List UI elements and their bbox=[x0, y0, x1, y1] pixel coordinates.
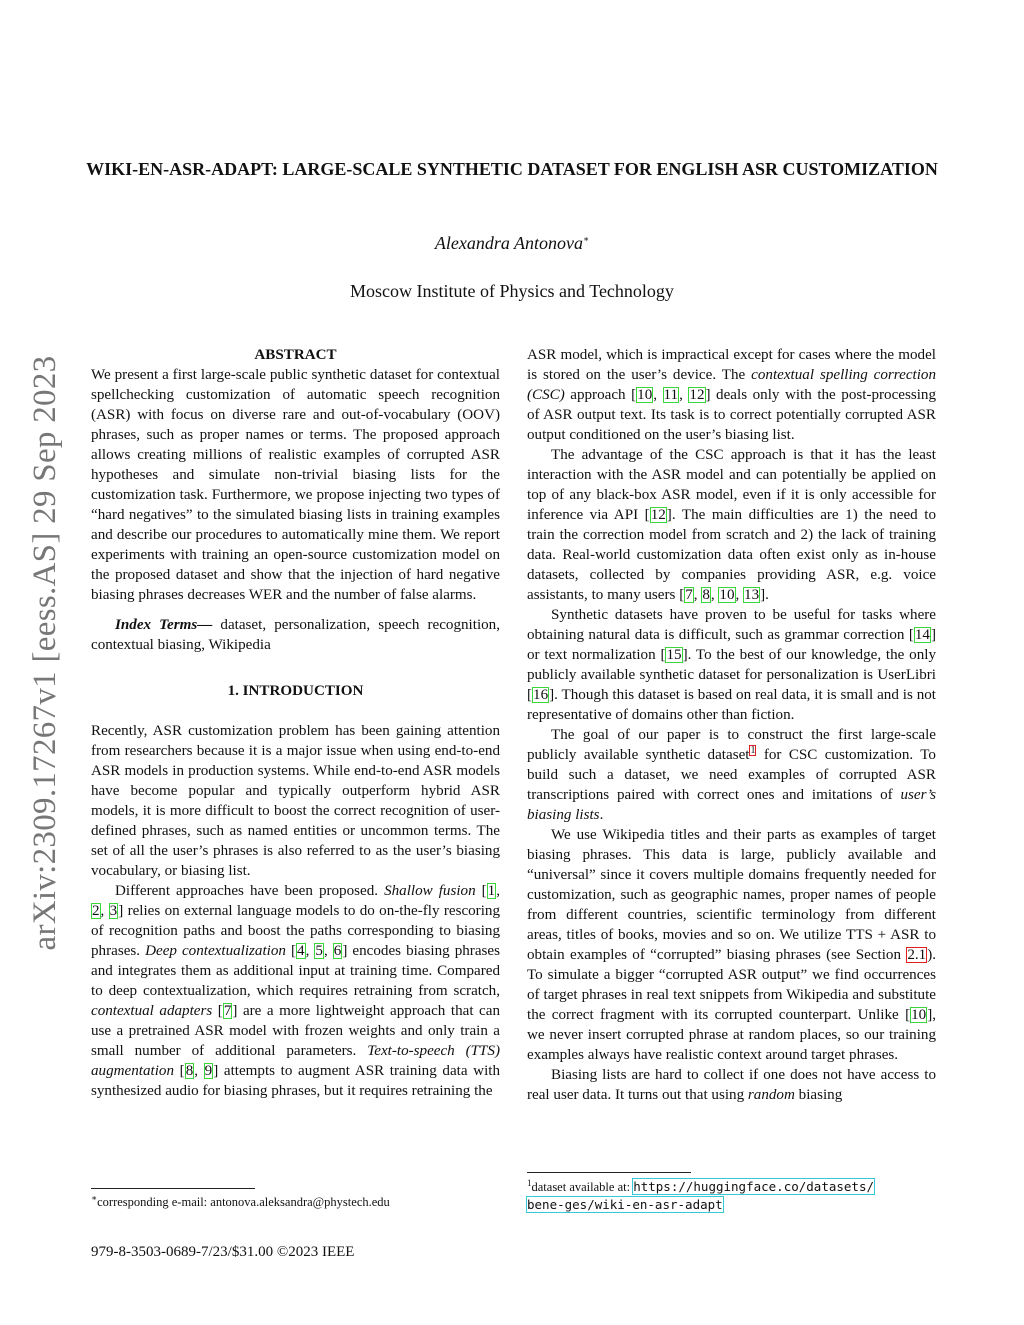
copyright-notice: 979-8-3503-0689-7/23/$31.00 ©2023 IEEE bbox=[91, 1244, 355, 1260]
citation-link[interactable]: 7 bbox=[223, 1003, 232, 1019]
citation-link[interactable]: 15 bbox=[666, 647, 682, 663]
citation-link[interactable]: 10 bbox=[719, 587, 735, 603]
dataset-url-link[interactable]: bene-ges/wiki-en-asr-adapt bbox=[527, 1197, 723, 1212]
footnote-rule bbox=[527, 1172, 691, 1173]
section-link[interactable]: 2.1 bbox=[907, 947, 927, 963]
affiliation: Moscow Institute of Physics and Technology bbox=[350, 281, 674, 301]
intro-paragraph: Recently, ASR customization problem has been gaining attention from researchers because it is a major issue when using end-to-end ASR models in production systems. While end-to-end ASR models have become popular and typically outperform hybrid ASR models, it is more difficult to boost the correct recognition of user-defined phrases, such as named entities or uncommon terms. The set of all the user’s phrases is also referred to as the user’s biasing vocabulary, or biasing list. bbox=[91, 723, 500, 879]
citation-link[interactable]: 4 bbox=[297, 943, 305, 959]
intro-paragraph: The goal of our paper is to construct the first large-scale publicly available synthetic dataset$^1$ for CSC customization. To build such a dataset, we need examples of corrupted ASR transcriptions paired with correct ones and imitations of user’s biasing lists. bbox=[527, 727, 936, 823]
citation-link[interactable]: 9 bbox=[204, 1063, 213, 1079]
citation-link[interactable]: 1 bbox=[487, 883, 496, 899]
dataset-url-link[interactable]: https://huggingface.co/datasets/ bbox=[633, 1179, 875, 1194]
author-footnote-mark: ∗ bbox=[583, 234, 590, 244]
citation-link[interactable]: 2 bbox=[92, 903, 100, 919]
dataset-footnote: $^1$dataset available at: https://huggingface.co/datasets/ bene-ges/wiki-en-asr-adapt bbox=[527, 1177, 875, 1212]
paper-title: WIKI-EN-ASR-ADAPT: LARGE-SCALE SYNTHETIC DATASET FOR ENGLISH ASR CUSTOMIZATION bbox=[86, 159, 938, 179]
author-name: Alexandra Antonova∗ bbox=[434, 233, 590, 253]
arxiv-sidebar-stamp: arXiv:2309.17267v1 [eess.AS] 29 Sep 2023 bbox=[27, 355, 63, 951]
left-column bbox=[91, 345, 500, 1101]
intro-paragraph: Biasing lists are hard to collect if one does not have access to real user data. It turns out that using random biasing bbox=[527, 1067, 936, 1103]
citation-link[interactable]: 8 bbox=[702, 587, 710, 603]
intro-paragraph: Different approaches have been proposed. Shallow fusion [1, 2, 3] relies on external language models to do on-the-fly rescoring of recognition paths and boost the paths corresponding to biasing phrases. Deep contextualization [4, 5, 6] encodes biasing phrases and integrates them as additional input at training time. Compared to deep contextualization, which requires retraining from scratch, contextual adapters [7] are a more lightweight approach that can use a pretrained ASR model with frozen weights and only train a small number of additional parameters. Text-to-speech (TTS) augmentation [8, 9] attempts to augment ASR training data with synthesized audio for biasing phrases, but it requires retraining the bbox=[91, 883, 501, 1099]
citation-link[interactable]: 7 bbox=[685, 587, 693, 603]
abstract-heading: ABSTRACT bbox=[254, 347, 337, 363]
intro-heading: 1. INTRODUCTION bbox=[227, 683, 364, 699]
citation-link[interactable]: 10 bbox=[911, 1007, 927, 1023]
abstract-text: We present a first large-scale public synthetic dataset for contextual spellchecking customization of automatic speech recognition (ASR) with focus on diverse rare and out-of-vocabulary (OOV) phrases, such as proper names or terms. The proposed approach allows creating millions of realistic examples of corrupted ASR hypotheses and simulate non-trivial biasing lists for the customization task. Furthermore, we propose injecting two types of “hard negatives” to the simulated biasing lists in training examples and describe our procedures to automatically mine them. We report experiments with training an open-source customization model on the proposed dataset and show that the injection of hard negative biasing phrases decreases WER and the number of false alarms. bbox=[91, 367, 500, 603]
citation-link[interactable]: 11 bbox=[663, 387, 679, 403]
citation-link[interactable]: 10 bbox=[637, 387, 653, 403]
citation-link[interactable]: 12 bbox=[689, 387, 705, 403]
corresponding-footnote: ∗corresponding e-mail: antonova.aleksandra@phystech.edu bbox=[91, 1192, 390, 1209]
index-terms-text: dataset, personalization, speech recognition, contextual biasing, Wikipedia bbox=[91, 617, 501, 653]
citation-link[interactable]: 8 bbox=[185, 1063, 194, 1079]
intro-paragraph: Synthetic datasets have proven to be useful for tasks where obtaining natural data is difficult, such as grammar correction [14] or text normalization [15]. To the best of our knowledge, the only publicly available synthetic dataset for personalization is UserLibri [16]. Though this dataset is based on real data, it is small and is not representative of domains other than fiction. bbox=[527, 607, 936, 723]
intro-paragraph: We use Wikipedia titles and their parts as examples of target biasing phrases. This data is large, publicly available and “universal” since it covers multiple domains frequently needed for customization, such as geographic names, proper names of people from different countries, scientific terminology from different areas, titles of books, movies and so on. We utilize TTS + ASR to obtain examples of “corrupted” biasing phrases (see Section 2.1). To simulate a bigger “corrupted ASR output” we find occurrences of target phrases in real text snippets from Wikipedia and substitute the correct fragment with its corrupted counterpart. Unlike [10], we never insert corrupted phrase at random places, so our training examples always have realistic context around target phrases. bbox=[527, 827, 936, 1063]
citation-link[interactable]: 6 bbox=[333, 943, 342, 959]
citation-link[interactable]: 5 bbox=[315, 943, 323, 959]
intro-paragraph: The advantage of the CSC approach is that it has the least interaction with the ASR model and can potentially be applied on top of any black-box ASR model, even if it is only accessible for inference via API [12]. The main difficulties are 1) the need to train the correction model from scratch and 2) the lack of training data. Real-world customization data often exist only as in-house datasets, collected by companies providing ASR, e.g. voice assistants, to many users [7, 8, 10, 13]. bbox=[527, 447, 937, 603]
citation-link[interactable]: 14 bbox=[914, 627, 930, 643]
citation-link[interactable]: 16 bbox=[533, 687, 549, 703]
index-terms-label: Index Terms— bbox=[115, 617, 213, 633]
citation-link[interactable]: 3 bbox=[109, 903, 118, 919]
citation-link[interactable]: 12 bbox=[650, 507, 666, 523]
footnote-link[interactable]: 1 bbox=[750, 744, 756, 756]
citation-link[interactable]: 13 bbox=[744, 587, 760, 603]
index-terms bbox=[91, 615, 500, 655]
right-column bbox=[527, 345, 936, 1105]
intro-paragraph: ASR model, which is impractical except for cases where the model is stored on the user’s device. The contextual spelling correction (CSC) approach [10, 11, 12] deals only with the post-processing of ASR output text. Its task is to correct potentially corrupted ASR output conditioned on the user’s biasing list. bbox=[527, 347, 937, 443]
footnote-rule bbox=[91, 1188, 255, 1189]
